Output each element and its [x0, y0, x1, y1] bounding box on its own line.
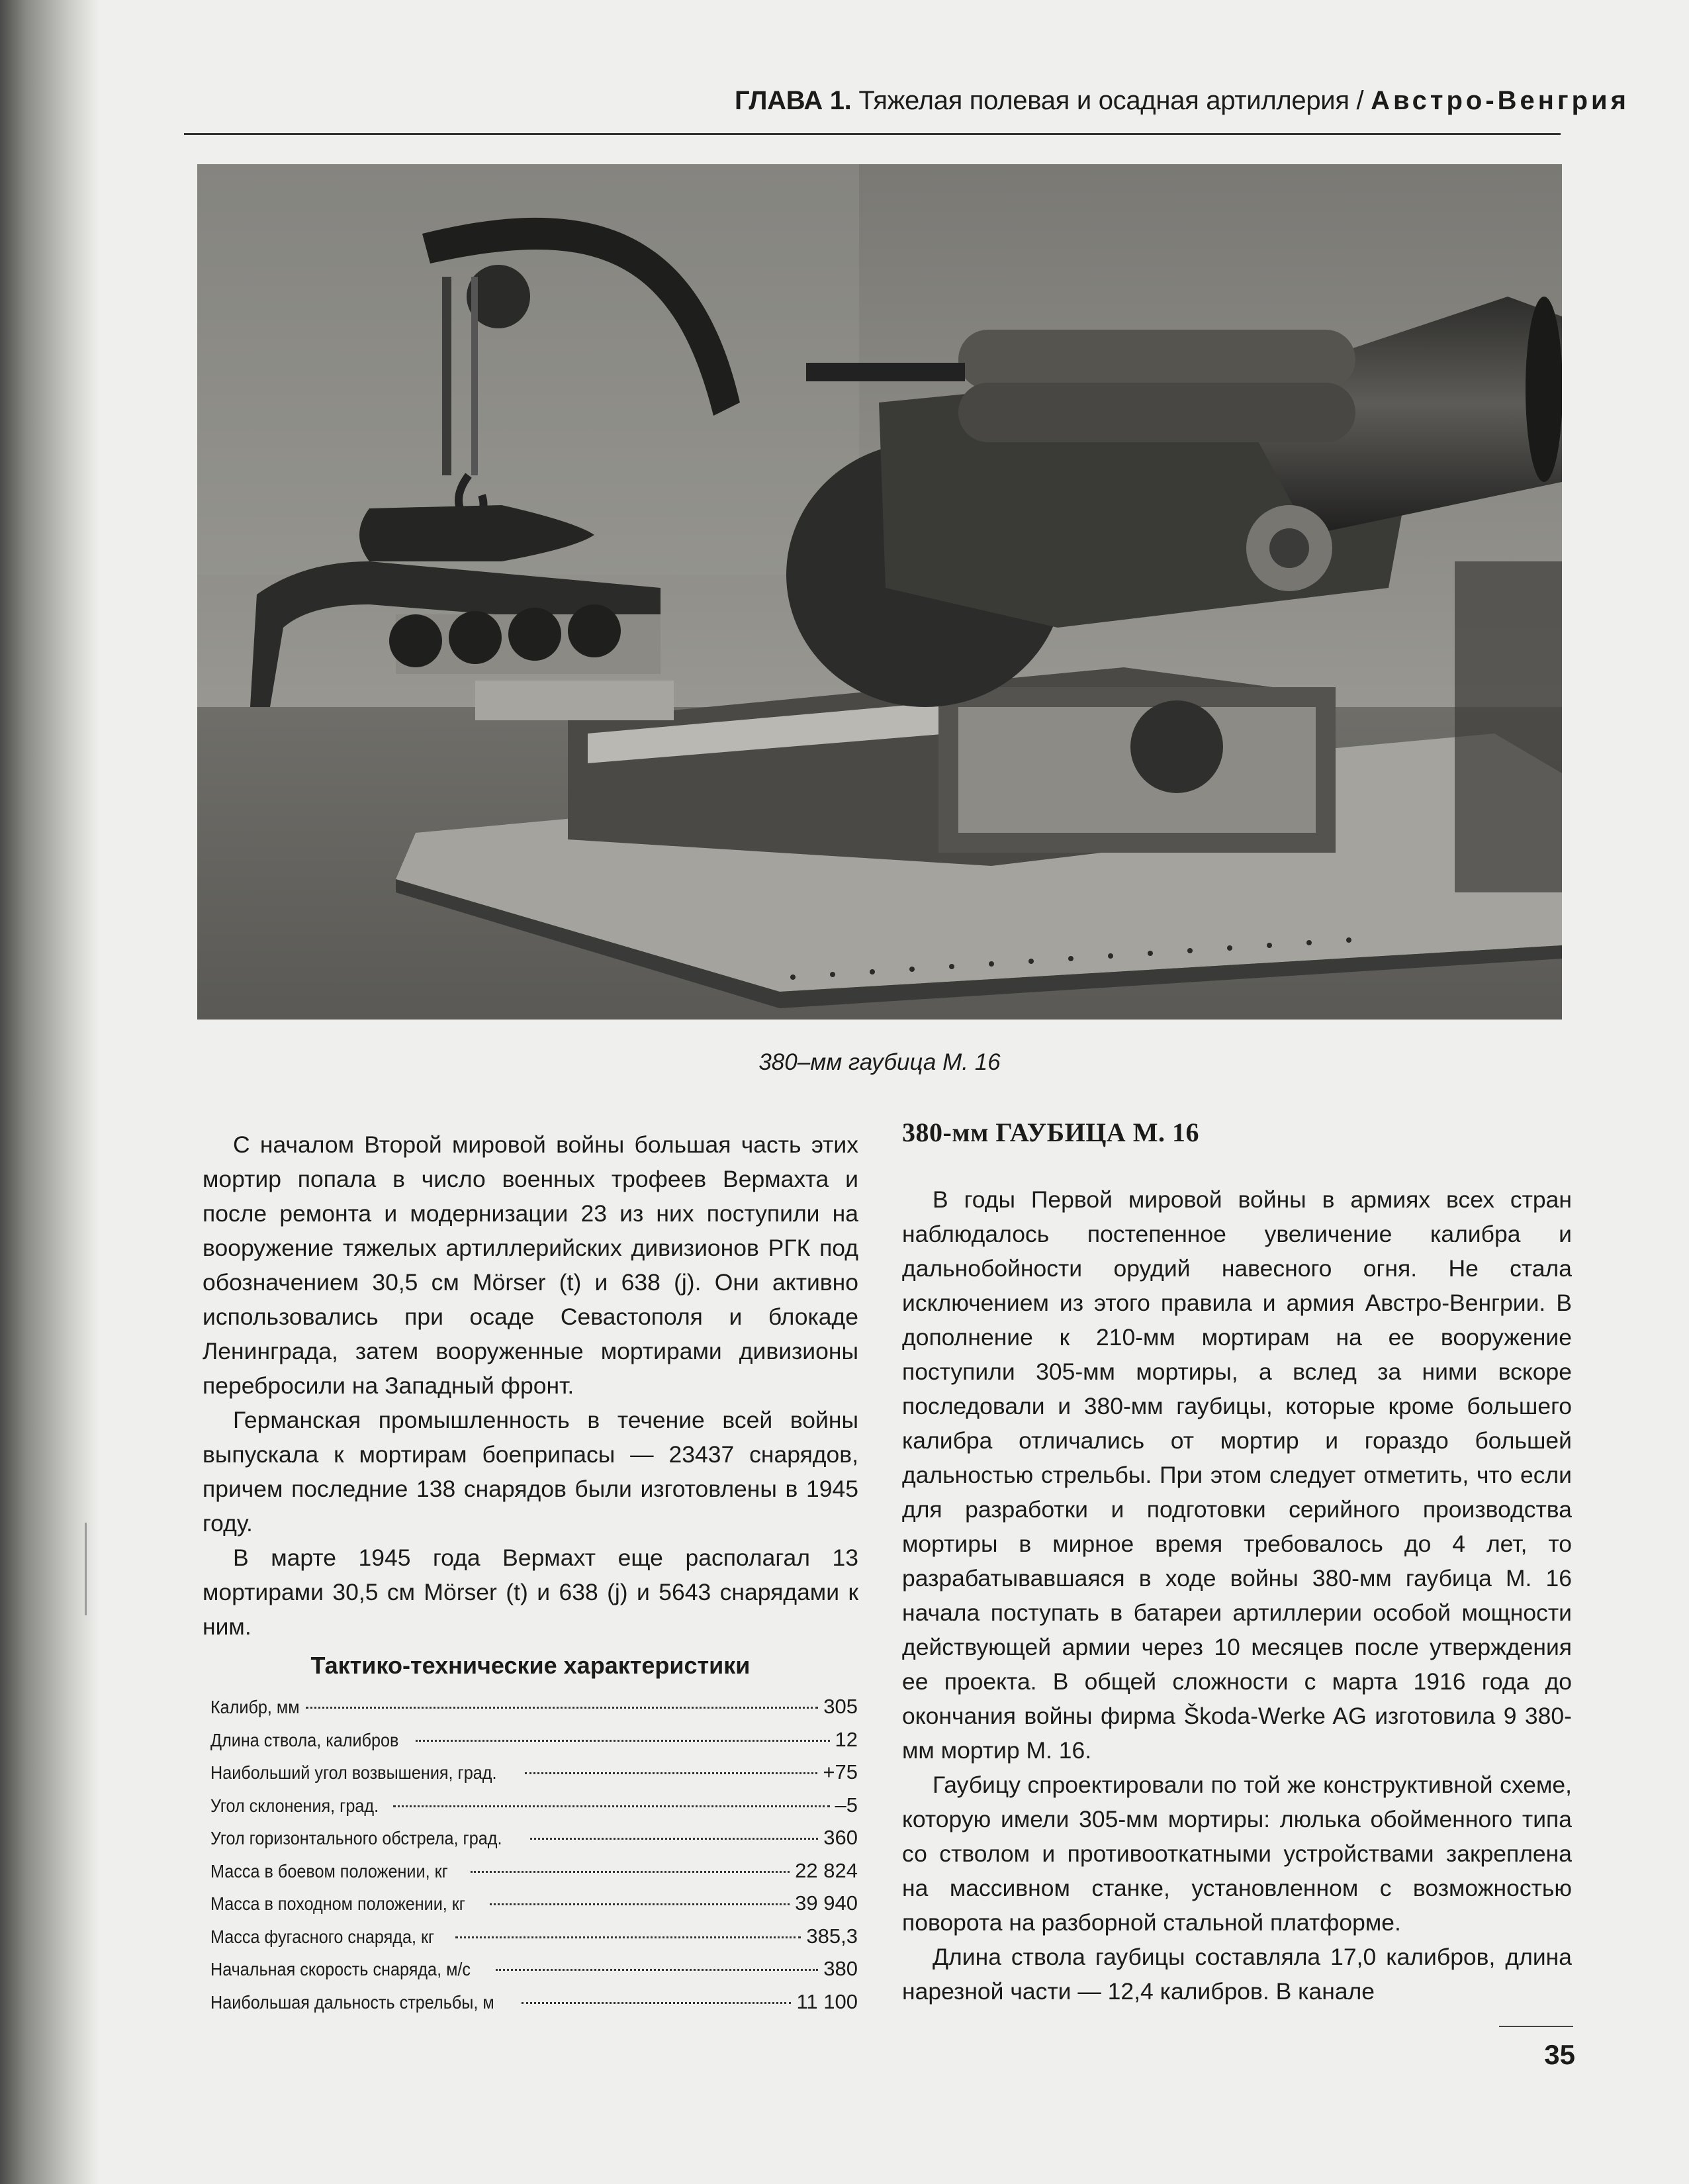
spec-label: Наибольший угол возвышения, град. — [210, 1762, 497, 1783]
right-paragraph-1: В годы Первой мировой войны в армиях всех стран наблюдалось постепенное увеличение калибра и дальнобойности орудий навесного огня. Не стала исключением из этого правила и армия Австро-Венгрии. В дополнение к 210-мм мортирам на ее вооружение поступили 305-мм мортиры, а вслед за ними вскоре последовали и 380-мм гаубицы, которые кроме большего калибра отличались от мортир и гораздо большей дальностью стрельбы. При этом следует отметить, что если для разработки и подготовки серийного производства мортиры в мирное время требовалось до 4 лет, то разрабатывавшаяся в ходе войны 380-мм гаубица М. 16 начала поступать в батареи артиллерии особой мощности действующей армии через 10 месяцев после утверждения ее проекта. В общей сложности с марта 1916 года до окончания войны фирма Škoda-Werke AG изготовила 9 380-мм мортир М. 16. — [902, 1186, 1572, 1764]
spec-label: Угол горизонтального обстрела, град. — [210, 1828, 502, 1848]
spec-row — [210, 1826, 858, 1859]
section-title: 380-мм ГАУБИЦА М. 16 — [902, 1117, 1199, 1147]
spec-value: 360 — [823, 1826, 858, 1849]
spec-row — [210, 1957, 858, 1990]
country-label: Австро-Венгрия — [1371, 86, 1629, 115]
spec-label: Длина ствола, калибров — [210, 1729, 399, 1750]
spec-label: Наибольшая дальность стрельбы, м — [210, 1991, 494, 2013]
spec-table-title: Тактико-технические характеристики — [310, 1652, 751, 1679]
spec-row — [210, 1793, 858, 1827]
howitzer-photo-icon — [197, 164, 1562, 1020]
spec-value: 22 824 — [795, 1858, 858, 1882]
spec-label: Масса в походном положении, кг — [210, 1893, 466, 1914]
spec-row — [210, 1990, 858, 2023]
leader-dots — [522, 2002, 791, 2004]
section-label: Тяжелая полевая и осадная артиллерия / — [858, 86, 1364, 115]
leader-dots — [306, 1707, 819, 1709]
spec-value: 39 940 — [795, 1891, 858, 1915]
page-number: 35 — [1544, 2039, 1575, 2070]
leader-dots — [416, 1740, 829, 1742]
leader-dots — [455, 1936, 801, 1938]
page-number-rule — [1499, 2026, 1573, 2027]
binding-shadow — [0, 0, 99, 2184]
spec-value: 305 — [823, 1695, 858, 1718]
leader-dots — [530, 1838, 818, 1840]
right-column — [902, 1182, 1572, 2009]
leader-dots — [393, 1805, 829, 1807]
spec-value: 380 — [823, 1957, 858, 1980]
spec-row — [210, 1891, 858, 1924]
left-paragraph-3: В марте 1945 года Вермахт еще располагал 13 мортирами 30,5 см Mörser (t) и 638 (j) и 5643 снарядами к ним. — [203, 1544, 858, 1640]
right-paragraph-3: Длина ствола гаубицы составляла 17,0 калибров, длина нарезной части — 12,4 калибров. В канале — [902, 1944, 1572, 2005]
spec-row — [210, 1859, 858, 1892]
spec-value: 385,3 — [806, 1924, 858, 1948]
binding-mark — [85, 1523, 87, 1615]
spec-label: Начальная скорость снаряда, м/с — [210, 1959, 471, 1979]
left-column — [203, 1127, 858, 1644]
spec-table — [210, 1695, 858, 2022]
right-paragraph-2: Гаубицу спроектировали по той же конструктивной схеме, которую имели 305-мм мортиры: люлька обойменного типа со стволом и противооткатными устройствами закреплена на массивном станке, установленном с возможностью поворота на разборной стальной платформе. — [902, 1772, 1572, 1936]
spec-value: +75 — [823, 1760, 858, 1783]
spec-label: Калибр, мм — [210, 1697, 300, 1717]
howitzer-photo — [197, 164, 1562, 1020]
figure-caption: 380–мм гаубица М. 16 — [758, 1049, 1001, 1075]
chapter-label: ГЛАВА 1. — [735, 86, 852, 115]
spec-value: 11 100 — [796, 1989, 858, 2013]
leader-dots — [490, 1903, 790, 1905]
spec-row — [210, 1924, 858, 1958]
spec-label: Масса фугасного снаряда, кг — [210, 1926, 435, 1947]
spec-label: Угол склонения, град. — [210, 1795, 379, 1816]
spec-label: Масса в боевом положении, кг — [210, 1860, 448, 1881]
spec-value: 12 — [835, 1727, 858, 1751]
spec-value: –5 — [835, 1793, 858, 1817]
spec-row — [210, 1728, 858, 1761]
leader-dots — [496, 1969, 819, 1971]
left-paragraph-1: С началом Второй мировой войны большая часть этих мортир попала в число военных трофеев Вермахта и после ремонта и модернизации 23 из них поступили на вооружение тяжелых артиллерийских дивизионов РГК под обозначением 30,5 см Mörser (t) и 638 (j). Они активно использовались при осаде Севастополя и блокаде Ленинграда, затем вооруженные мортирами дивизионы перебросили на Западный фронт. — [203, 1131, 858, 1399]
running-head — [735, 86, 1629, 116]
spec-row — [210, 1760, 858, 1793]
header-rule — [184, 133, 1561, 135]
left-paragraph-2: Германская промышленность в течение всей войны выпускала к мортирам боеприпасы — 23437 снарядов, причем последние 138 снарядов были изготовлены в 1945 году. — [203, 1407, 858, 1537]
spec-row — [210, 1695, 858, 1728]
leader-dots — [471, 1871, 790, 1873]
leader-dots — [525, 1772, 818, 1774]
